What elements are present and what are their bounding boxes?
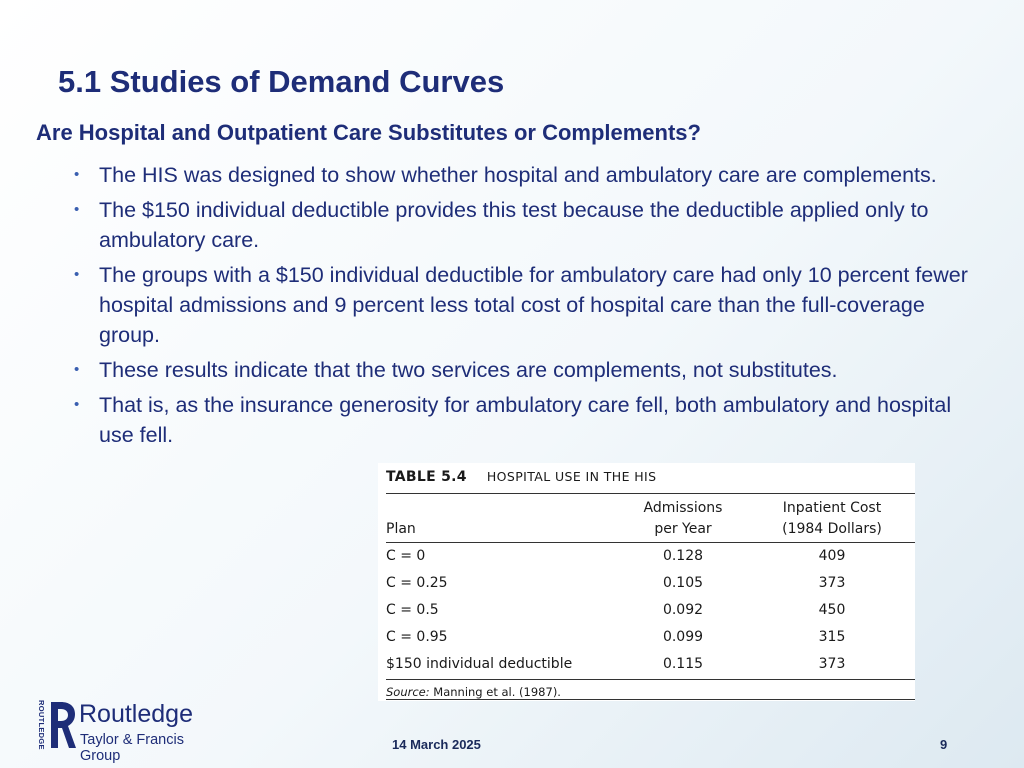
bullet-item: • The groups with a $150 individual deductible for ambulatory care had only 10 percent fewer hospital admissions and 9 percent less total cost of hospital care than the full-coverage group. bbox=[74, 260, 984, 350]
table-bottom-rule bbox=[386, 679, 915, 680]
hospital-use-table: TABLE 5.4 HOSPITAL USE IN THE HIS Plan Admissions per Year Inpatient Cost (1984 Dollars) C = 0 0.128 409 C = 0.25 0.105 373 C = 0.5 0.092 450 C = 0.95 0.099 315 $150 individual deductible 0.115 373 Source: Manning et al. (1987). bbox=[378, 463, 915, 701]
table-caption: HOSPITAL USE IN THE HIS bbox=[486, 469, 657, 484]
page-number: 9 bbox=[940, 737, 948, 752]
col-header-plan: Plan bbox=[386, 521, 416, 537]
source-text: Manning et al. (1987). bbox=[433, 685, 561, 699]
source-label: Source: bbox=[386, 685, 430, 699]
logo-side-text: ROUTLEDGE bbox=[37, 700, 46, 750]
table-end-rule bbox=[386, 699, 915, 700]
slide-subtitle: Are Hospital and Outpatient Care Substitutes or Complements? bbox=[36, 120, 701, 145]
table-top-rule bbox=[386, 493, 915, 494]
table-heading bbox=[386, 469, 656, 485]
col-header-admissions: Admissions per Year bbox=[643, 500, 723, 537]
table-source bbox=[386, 685, 561, 699]
bullet-item: • The $150 individual deductible provides this test because the deductible applied only to ambulatory care. bbox=[74, 195, 984, 255]
slide-title: 5.1 Studies of Demand Curves bbox=[58, 64, 505, 99]
routledge-logo bbox=[36, 698, 226, 764]
bullet-item: • The HIS was designed to show whether hospital and ambulatory care are complements. bbox=[74, 160, 984, 190]
col-header-inpatient-cost: Inpatient Cost (1984 Dollars) bbox=[782, 500, 882, 537]
bullet-item: • These results indicate that the two services are complements, not substitutes. bbox=[74, 355, 984, 385]
logo-tagline: Taylor & Francis Group bbox=[80, 732, 184, 764]
table-label: TABLE 5.4 bbox=[386, 469, 467, 485]
bullet-item: • That is, as the insurance generosity for ambulatory care fell, both ambulatory and hospital use fell. bbox=[74, 390, 984, 450]
footer-date: 14 March 2025 bbox=[392, 737, 481, 752]
table-header-rule bbox=[386, 542, 915, 543]
bullet-list bbox=[74, 160, 984, 455]
routledge-r-icon bbox=[48, 700, 76, 750]
logo-name: Routledge bbox=[79, 700, 193, 728]
